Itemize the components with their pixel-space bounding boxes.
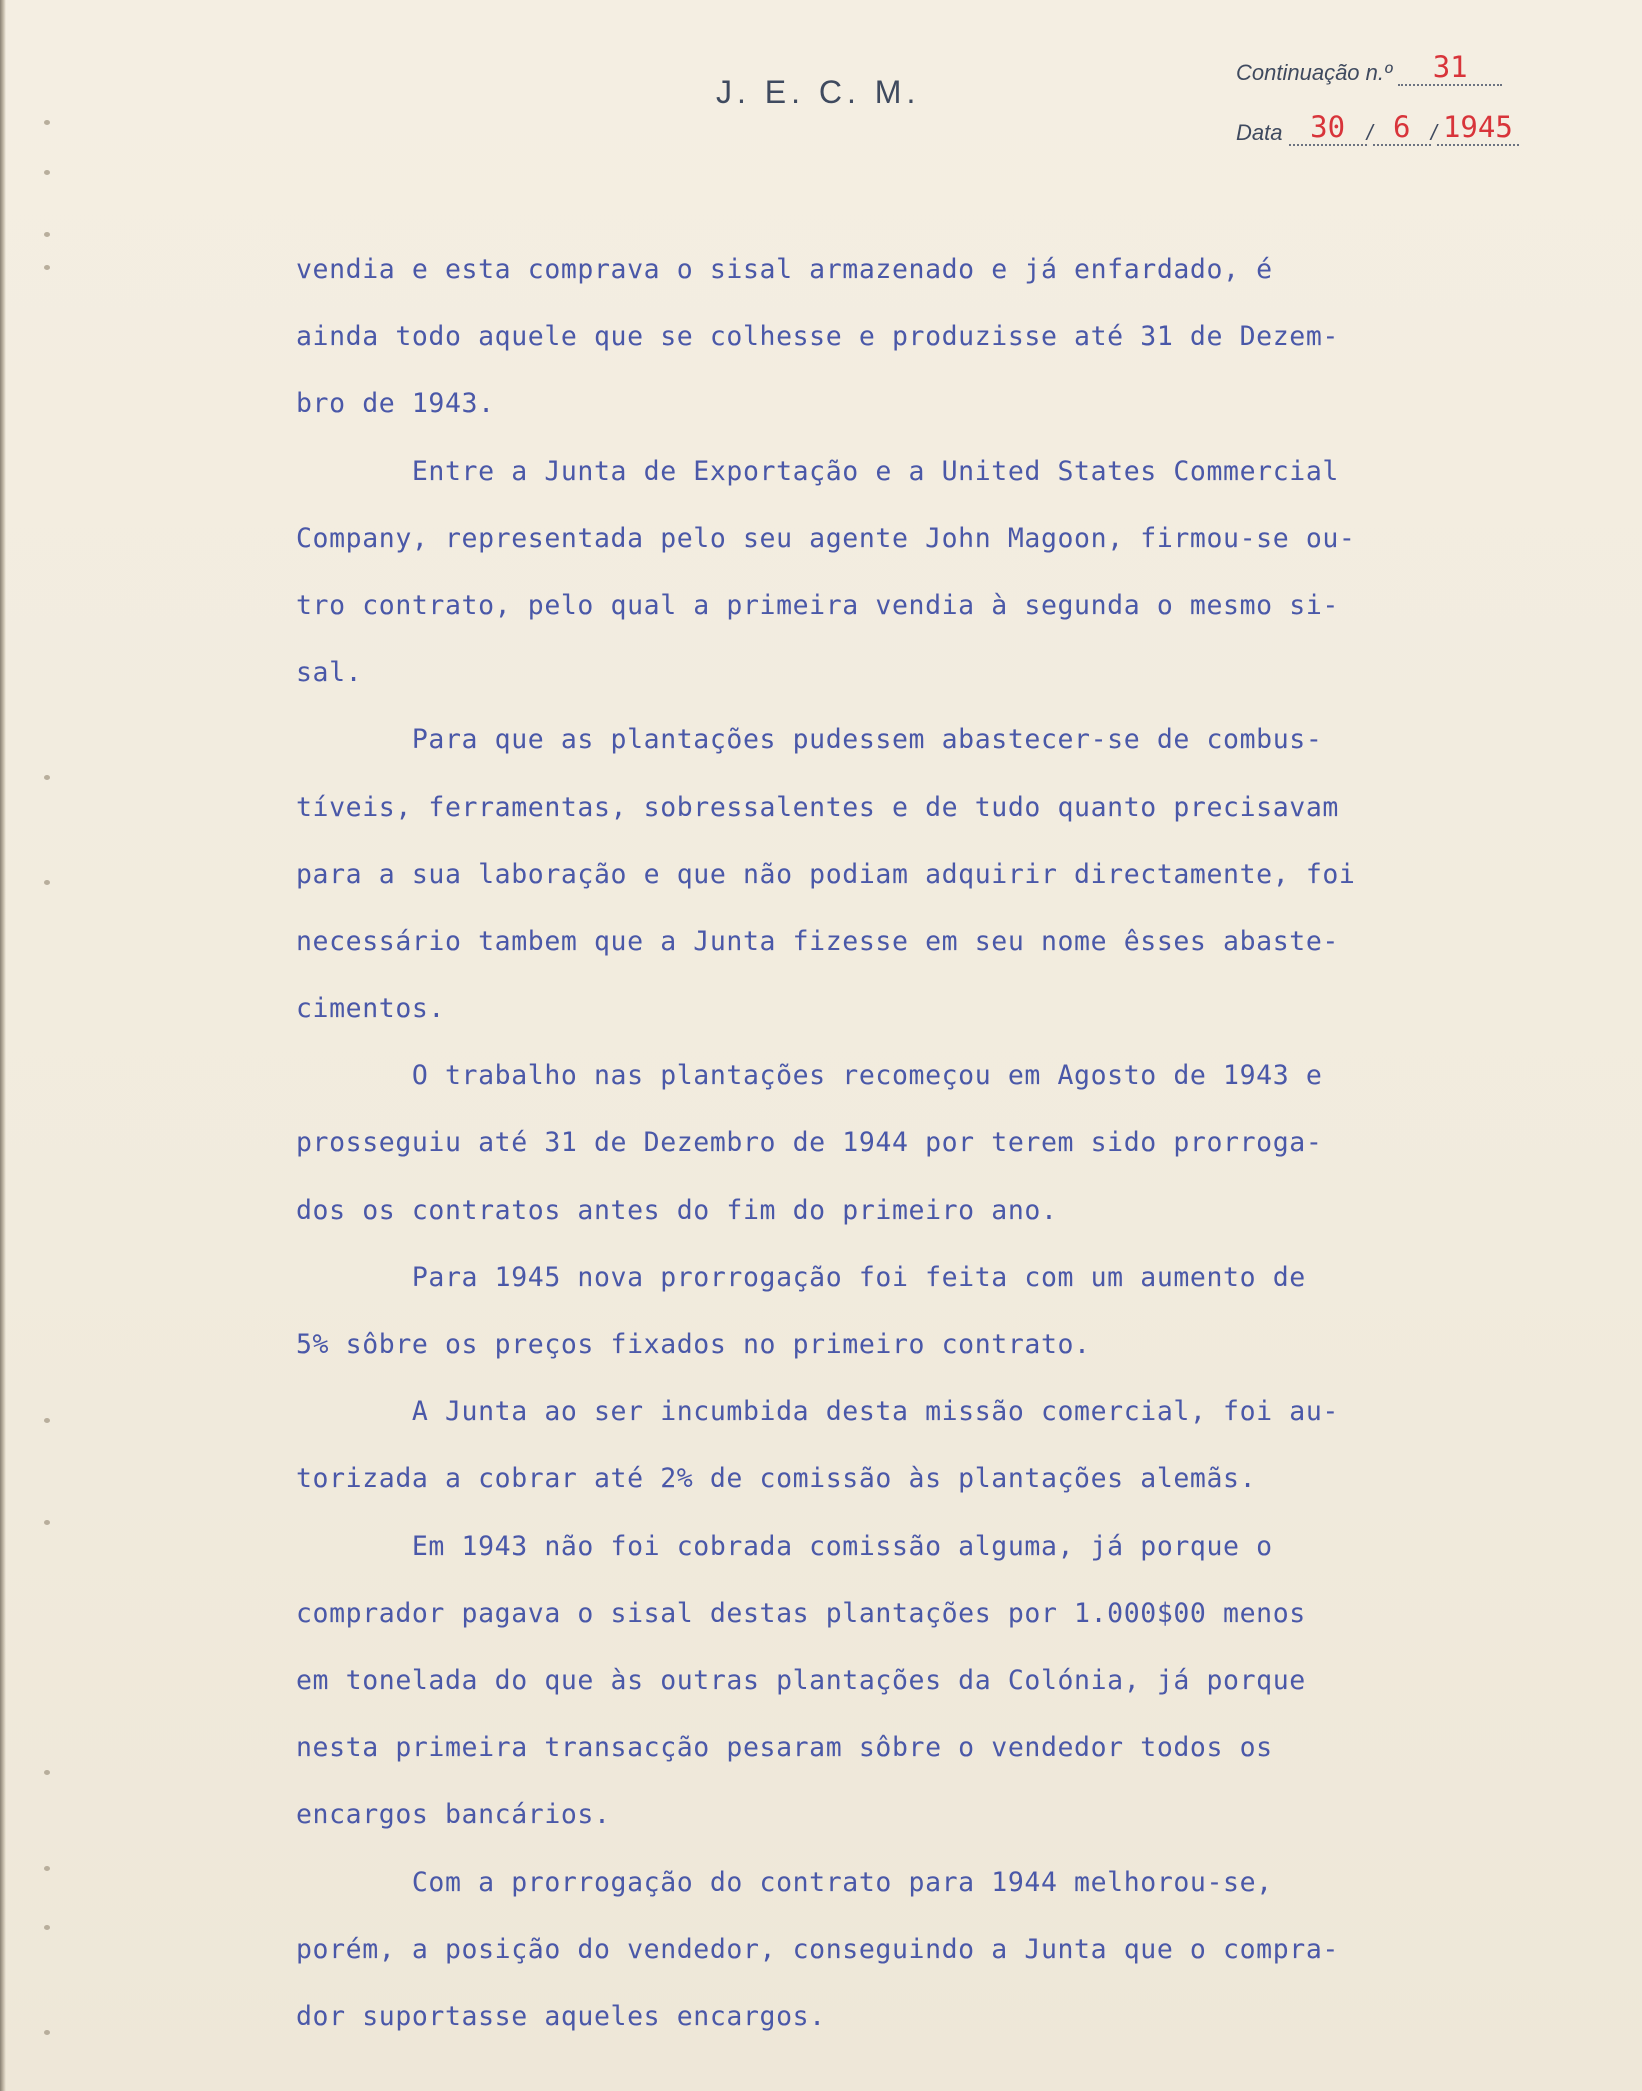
text-line: Com a prorrogação do contrato para 1944 melhorou-se, — [296, 1866, 1273, 1898]
text-line: vendia e esta compravа o sisal armazenado e já enfardado, é — [296, 254, 1273, 285]
text-line: A Junta ao ser incumbida desta missão comercial, foi au- — [296, 1396, 1339, 1428]
continuation-number-line — [1398, 50, 1502, 86]
text-line: Para que as plantações pudessem abastecer-se de combus- — [296, 724, 1323, 756]
text-line: comprador pagava o sisal destas plantações por 1.000$00 menos — [296, 1597, 1306, 1629]
binding-mark — [44, 880, 50, 885]
binding-mark — [44, 1866, 50, 1871]
text-line: ainda todo aquele que se colhesse e produzisse até 31 de Dezem- — [296, 321, 1339, 353]
binding-mark — [44, 265, 50, 270]
binding-mark — [44, 1770, 50, 1775]
date-label: Data — [1236, 120, 1283, 145]
date-day: 30 — [1310, 110, 1346, 144]
date-month: 6 — [1393, 110, 1411, 144]
text-line: necessário tambem que a Junta fizesse em seu nome êsses abaste- — [296, 925, 1339, 957]
binding-mark — [44, 1520, 50, 1525]
text-line: torizada a cobrar até 2% de comissão às plantações alemãs. — [296, 1463, 1257, 1495]
date-year: 1945 — [1442, 110, 1513, 144]
binding-mark — [44, 170, 50, 175]
text-line: para a sua laboração e que não podiam adquirir directamente, foi — [296, 858, 1356, 890]
letterhead-title: J. E. C. M. — [716, 74, 921, 110]
date-day-line — [1289, 110, 1367, 146]
text-line: bro de 1943. — [296, 388, 495, 420]
date-separator: / — [1430, 120, 1437, 145]
text-line: dor suportasse aqueles encargos. — [296, 2000, 826, 2032]
date-field — [1236, 110, 1519, 146]
text-line: encargos bancários. — [296, 1799, 611, 1831]
binding-mark — [44, 1925, 50, 1930]
text-line: prosseguiu até 31 de Dezembro de 1944 por terem sido prorroga- — [296, 1127, 1323, 1159]
text-line: Para 1945 nova prorrogação foi feita com um aumento de — [296, 1261, 1306, 1293]
date-month-line — [1373, 110, 1431, 146]
binding-mark — [44, 232, 50, 237]
binding-mark — [44, 1418, 50, 1423]
text-line: sal. — [296, 657, 363, 689]
text-line: O trabalho nas plantações recomeçou em Agosto de 1943 e — [296, 1060, 1323, 1092]
text-line: em tonelada do que às outras plantações da Colónia, já porque — [296, 1664, 1306, 1696]
text-line: tro contrato, pelo qual a primeira vendia à segunda o mesmo si- — [296, 589, 1339, 621]
text-line: Em 1943 não foi cobrada comissão alguma, já porque o — [296, 1530, 1273, 1562]
typed-body-text — [296, 236, 1586, 2050]
text-line: cimentos. — [296, 993, 445, 1025]
continuation-label: Continuação n.º — [1236, 60, 1393, 85]
continuation-number: 31 — [1432, 50, 1468, 84]
binding-mark — [44, 2030, 50, 2035]
binding-mark — [44, 120, 50, 125]
text-line: Company, representada pelo seu agente John Magoon, firmou-se ou- — [296, 522, 1356, 554]
date-separator: / — [1366, 120, 1373, 145]
continuation-field — [1236, 50, 1502, 86]
text-line: 5% sôbre os preços fixados no primeiro contrato. — [296, 1329, 1091, 1360]
text-line: dos os contratos antes do fim do primeiro ano. — [296, 1194, 1058, 1226]
page-left-edge — [0, 0, 6, 2091]
date-year-line — [1437, 110, 1519, 146]
text-line: nesta primeira transacção pesaram sôbre o vendedor todos os — [296, 1732, 1273, 1764]
binding-mark — [44, 775, 50, 780]
text-line: tíveis, ferramentas, sobressalentes e de tudo quanto precisavam — [296, 791, 1339, 823]
text-line: Entre a Junta de Exportação e a United States Commercial — [296, 455, 1339, 487]
text-line: porém, a posição do vendedor, conseguindo a Junta que o compra- — [296, 1933, 1339, 1965]
